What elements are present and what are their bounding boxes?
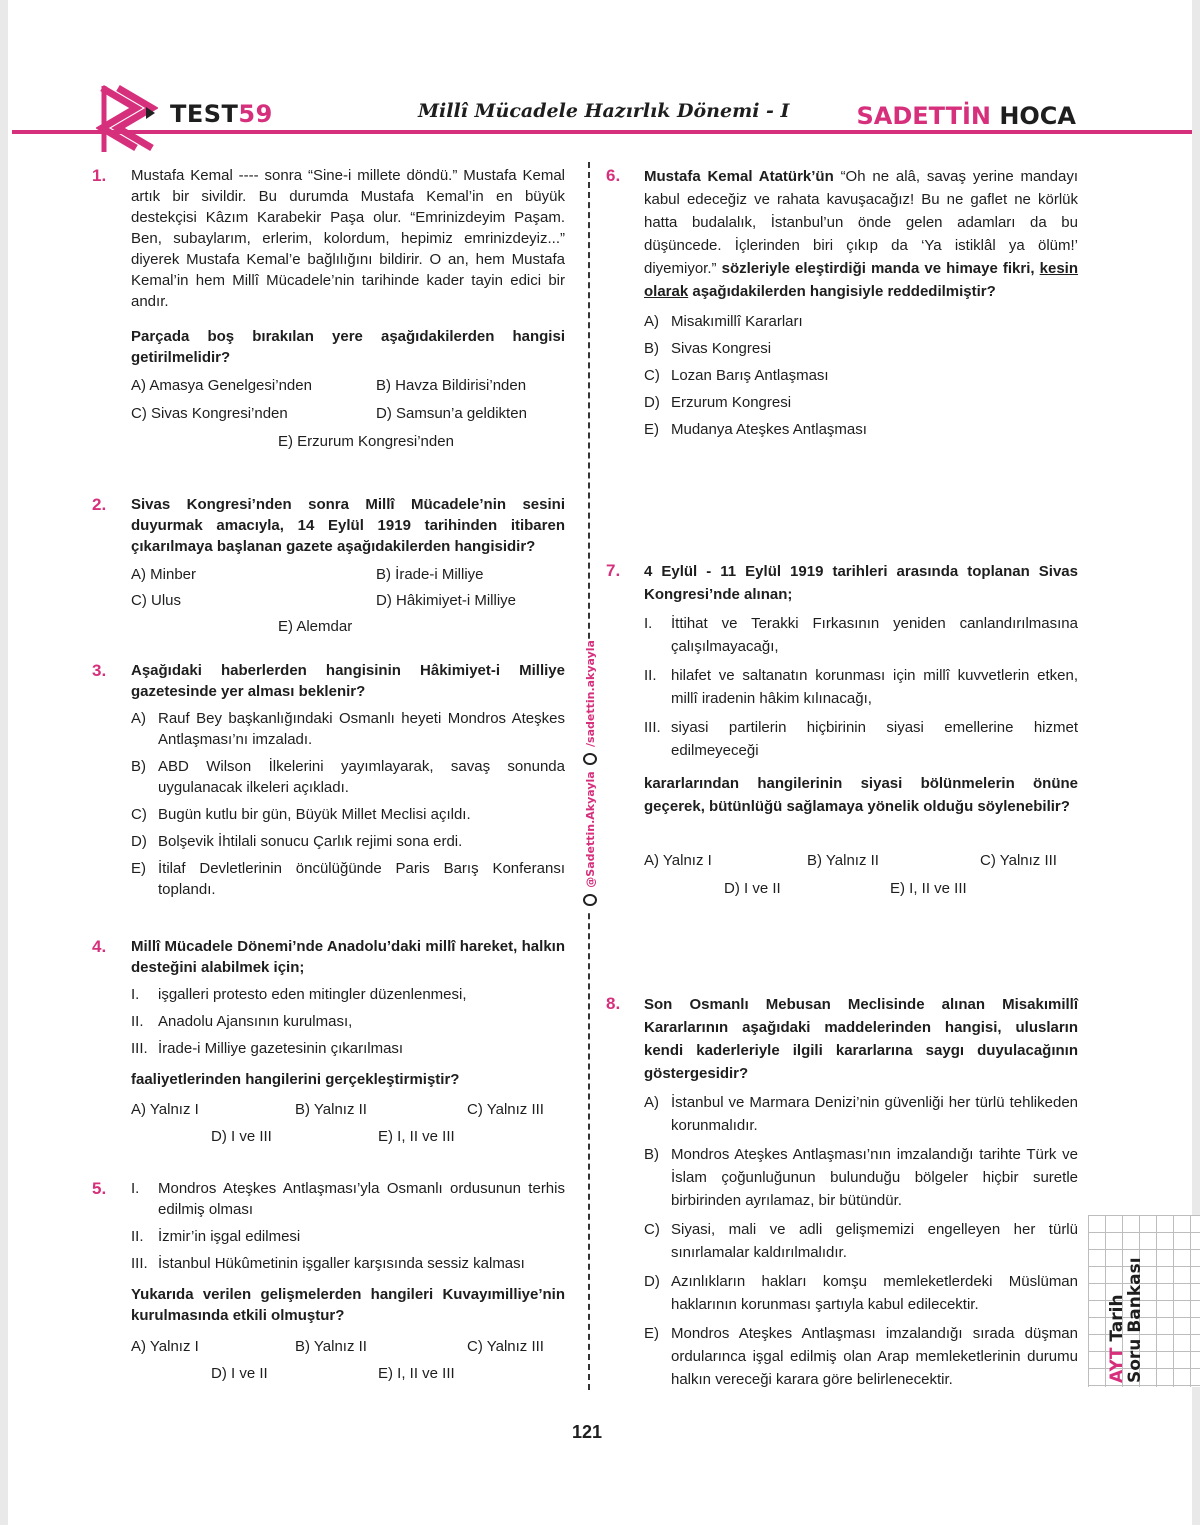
instagram-icon bbox=[583, 753, 597, 765]
option-c[interactable]: C) Yalnız III bbox=[980, 852, 1057, 869]
option-c[interactable]: C) Lozan Barış Antlaşması bbox=[644, 367, 829, 384]
option-e[interactable]: E) İtilaf Devletlerinin öncülüğünde Paris Barış Konferansı toplandı. bbox=[131, 860, 565, 898]
question-number: 4. bbox=[92, 937, 107, 956]
statement-3: III. İstanbul Hükûmetinin işgaller karşısında sessiz kalması bbox=[131, 1255, 525, 1272]
instagram-handle: @Sadettin.Akyayla bbox=[583, 771, 597, 888]
option-a[interactable]: A) Rauf Bey başkanlığındaki Osmanlı heyeti Mondros Ateşkes Antlaşması’nı imzaladı. bbox=[131, 710, 565, 748]
option-d[interactable]: D) Samsun’a geldikten bbox=[376, 405, 527, 422]
option-e[interactable]: E) Alemdar bbox=[278, 618, 353, 635]
series-badge bbox=[1088, 1215, 1200, 1387]
option-b[interactable]: B) Sivas Kongresi bbox=[644, 340, 772, 357]
youtube-handle: /sadettin.akyayla bbox=[583, 640, 597, 747]
question-intro: 4 Eylül - 11 Eylül 1919 tarihleri arasında toplanan Sivas Kongresi’nde alınan; bbox=[644, 563, 1078, 603]
statement-1: I. İttihat ve Terakki Fırkasının yeniden canlandırılmasına çalışılmayacağı, bbox=[644, 615, 1078, 655]
header-rule bbox=[12, 130, 1192, 134]
question-text: Mustafa Kemal Atatürk’ün “Oh ne alâ, savaş yerine mandayı kabul edeceğiz ve rahata kavuşacağız! Bu ne gaflet ne körlük hatta budalalık, İstanbul’un önde gelen adamları da bu düşüncede. İçlerinden biri çıkıp da ‘Ya istiklâl ya ölüm!’ diyemiyor.” sözleriyle eleştirdiği manda ve himaye fikri, kesin olarak aşağıdakilerden hangisiyle reddedilmiştir? bbox=[644, 168, 1079, 300]
option-a[interactable]: A) Minber bbox=[131, 566, 197, 583]
option-d[interactable]: D) Azınlıkların hakları komşu memleketlerdeki Müslüman haklarının korunması şartıyla kabul edilecektir. bbox=[644, 1273, 1078, 1313]
option-b[interactable]: B) Mondros Ateşkes Antlaşması’nın imzalandığı tarihte Türk ve İslam çoğunluğunun bulunduğu bölgeler hiçbir suretle birbirinden ayrılamaz, bir bütündür. bbox=[644, 1146, 1078, 1209]
test-arrow-icon bbox=[146, 107, 155, 119]
option-b[interactable]: B) Yalnız II bbox=[295, 1101, 367, 1118]
option-b[interactable]: B) Yalnız II bbox=[295, 1338, 367, 1355]
question-number: 2. bbox=[92, 495, 107, 514]
badge-ayt: AYT bbox=[1107, 1347, 1127, 1383]
question-number: 5. bbox=[92, 1179, 107, 1198]
option-d[interactable]: D) Erzurum Kongresi bbox=[644, 394, 792, 411]
question-text: Mustafa Kemal ---- sonra “Sine-i millete döndü.” Mustafa Kemal artık bir sivildir. Bu durumda Mustafa Kemal’in en büyük destekçisi Kâzım Karabekir Paşa olur. “Emrinizdeyim Paşam. Ben, subaylarım, erlerim, kolordum, hepimiz emrinizdeyiz...” diyerek Mustafa Kemal’e bağlılığını bildirir. O an, hem Mustafa Kemal’in hem Millî Mücadele’nin tarihinde kader tayin edici bir andır. bbox=[131, 167, 565, 310]
option-c[interactable]: C) Sivas Kongresi’nden bbox=[131, 405, 288, 422]
option-c[interactable]: C) Bugün kutlu bir gün, Büyük Millet Meclisi açıldı. bbox=[131, 806, 471, 823]
option-e[interactable]: E) Mudanya Ateşkes Antlaşması bbox=[644, 421, 867, 438]
option-a[interactable]: A) İstanbul ve Marmara Denizi’nin güvenliği her türlü tehlikeden korunmalıdır. bbox=[644, 1094, 1078, 1134]
question-number: 6. bbox=[606, 166, 621, 185]
question-number: 8. bbox=[606, 994, 621, 1013]
option-b[interactable]: B) Havza Bildirisi’nden bbox=[376, 377, 527, 394]
question-stem: Aşağıdaki haberlerden hangisinin Hâkimiyet-i Milliye gazetesinde yer alması beklenir? bbox=[131, 662, 565, 700]
question-number: 1. bbox=[92, 166, 107, 185]
question-number: 7. bbox=[606, 561, 621, 580]
question-stem: Son Osmanlı Mebusan Meclisinde alınan Misakımillî Kararlarının aşağıdaki maddelerinden hangisi, ulusların kendi kaderleriyle ilgili kararlarına saygı duyulacağının göstergesidir? bbox=[644, 996, 1078, 1082]
badge-subject: Tarih bbox=[1107, 1294, 1127, 1342]
option-c[interactable]: C) Yalnız III bbox=[467, 1338, 544, 1355]
question-stem: kararlarından hangilerinin siyasi bölünmelerin önüne geçerek, bütünlüğü sağlamaya yönelik olduğu söylenebilir? bbox=[644, 775, 1078, 815]
option-a[interactable]: A) Yalnız I bbox=[644, 852, 712, 869]
badge-series: Soru Bankası bbox=[1125, 1257, 1145, 1383]
question-stem: Yukarıda verilen gelişmelerden hangileri Kuvayımilliye’nin kurulmasında etkili olmuştur? bbox=[131, 1286, 565, 1324]
option-a[interactable]: A) Misakımillî Kararları bbox=[644, 313, 803, 330]
question-stem: faaliyetlerinden hangilerini gerçekleştirmiştir? bbox=[131, 1071, 460, 1088]
option-a[interactable]: A) Amasya Genelgesi’nden bbox=[131, 377, 312, 394]
topic-title: Millî Mücadele Hazırlık Dönemi - I bbox=[418, 100, 790, 122]
option-e[interactable]: E) Mondros Ateşkes Antlaşması imzalandığı sırada düşman ordularınca işgal edilmiş olan Arap memleketlerinin durumu halkın vereceği karara göre belirlenecektir. bbox=[644, 1325, 1078, 1388]
option-a[interactable]: A) Yalnız I bbox=[131, 1101, 199, 1118]
option-b[interactable]: B) ABD Wilson İlkelerini yayımlayarak, savaş sonunda uygulanacak ilkeleri açıkladı. bbox=[131, 758, 565, 796]
question-number: 3. bbox=[92, 661, 107, 680]
brand-name: SADETTİN HOCA bbox=[856, 102, 1076, 130]
question-stem: Sivas Kongresi’nden sonra Millî Mücadele’nin sesini duyurmak amacıyla, 14 Eylül 1919 tarihinden itibaren çıkarılmaya başlanan gazete aşağıdakilerden hangisidir? bbox=[131, 496, 565, 555]
statement-1: I. Mondros Ateşkes Antlaşması’yla Osmanlı ordusunun terhis edilmiş olması bbox=[131, 1180, 565, 1218]
option-b[interactable]: B) İrade-i Milliye bbox=[376, 566, 484, 583]
youtube-icon bbox=[583, 894, 597, 906]
option-d[interactable]: D) Bolşevik İhtilali sonucu Çarlık rejimi sona erdi. bbox=[131, 833, 463, 850]
statement-2: II. Anadolu Ajansının kurulması, bbox=[131, 1013, 353, 1030]
option-d[interactable]: D) I ve II bbox=[724, 880, 781, 897]
option-c[interactable]: C) Yalnız III bbox=[467, 1101, 544, 1118]
option-d[interactable]: D) I ve III bbox=[211, 1128, 272, 1145]
test-title: TEST59 bbox=[170, 100, 273, 128]
statement-3: III. İrade-i Milliye gazetesinin çıkarılması bbox=[131, 1040, 404, 1057]
option-c[interactable]: C) Ulus bbox=[131, 592, 182, 609]
question-intro: Millî Mücadele Dönemi’nde Anadolu’daki millî hareket, halkın desteğini alabilmek için; bbox=[131, 938, 565, 976]
statement-2: II. İzmir’in işgal edilmesi bbox=[131, 1228, 301, 1245]
option-a[interactable]: A) Yalnız I bbox=[131, 1338, 199, 1355]
statement-1: I. işgalleri protesto eden mitingler düzenlenmesi, bbox=[131, 986, 467, 1003]
page-number: 121 bbox=[572, 1422, 603, 1442]
option-e[interactable]: E) I, II ve III bbox=[890, 880, 967, 897]
question-stem: Parçada boş bırakılan yere aşağıdakilerden hangisi getirilmelidir? bbox=[131, 328, 565, 366]
option-b[interactable]: B) Yalnız II bbox=[807, 852, 879, 869]
option-c[interactable]: C) Siyasi, mali ve adli gelişmemizi engelleyen her türlü sınırlamalar kaldırılmalıdır. bbox=[644, 1221, 1078, 1261]
statement-3: III. siyasi partilerin hiçbirinin siyasi emellerine hizmet edilmeyeceği bbox=[644, 719, 1078, 759]
option-e[interactable]: E) I, II ve III bbox=[378, 1128, 455, 1145]
option-d[interactable]: D) Hâkimiyet-i Milliye bbox=[376, 592, 517, 609]
option-e[interactable]: E) Erzurum Kongresi’nden bbox=[278, 433, 454, 450]
page bbox=[8, 0, 1192, 1525]
statement-2: II. hilafet ve saltanatın korunması için millî kuvvetlerin etken, millî iradenin hâkim kılınacağı, bbox=[644, 667, 1078, 707]
option-d[interactable]: D) I ve II bbox=[211, 1365, 268, 1382]
social-handles bbox=[575, 640, 605, 910]
option-e[interactable]: E) I, II ve III bbox=[378, 1365, 455, 1382]
